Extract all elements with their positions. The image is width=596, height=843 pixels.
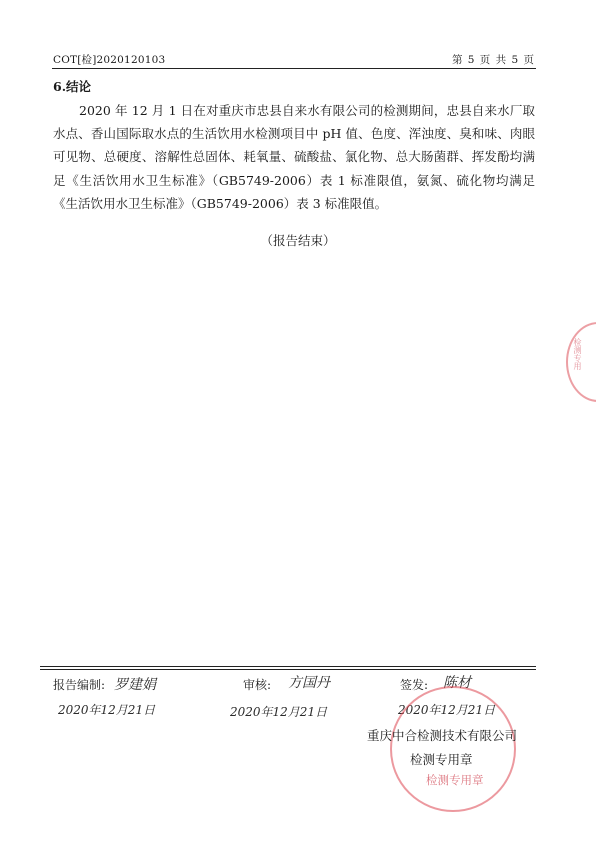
reviewer-signature: 方国丹 xyxy=(288,675,330,691)
approver-date: 2020年12月21日 xyxy=(398,703,496,717)
page-indicator: 第 5 页 共 5 页 xyxy=(451,54,534,66)
issuer-seal-text: 检测专用章 xyxy=(410,752,473,767)
report-number: COT[检]2020120103 xyxy=(53,54,166,66)
conclusion-paragraph: 2020 年 12 月 1 日在对重庆市忠县自来水有限公司的检测期间，忠县自来水厂取水点、香山国际取水点的生活饮用水检测项目中 pH 值、色度、浑浊度、臭和味、肉眼可见物、总硬度、溶解性总固体、耗氧量、硫酸盐、氯化物、总大肠菌群、挥发酚均满足《生活饮用水卫生标准》（GB5749-2006）表 1 标准限值，氨氮、硫化物均满足《生活饮用水卫生标准》（GB5749-2006）表 3 标准限值。 xyxy=(53,103,535,211)
compiler-signature: 罗建娟 xyxy=(114,677,156,693)
approver-label: 签发: xyxy=(400,678,429,692)
approver-signature: 陈材 xyxy=(443,675,471,691)
company-seal-stamp xyxy=(390,686,516,812)
section-title: 6.结论 xyxy=(53,79,92,94)
reviewer-label: 审核: xyxy=(243,678,272,692)
edge-seal-text: 检测专用 xyxy=(573,338,582,370)
report-end-note: （报告结束） xyxy=(260,233,336,248)
compiler-date: 2020年12月21日 xyxy=(58,703,156,717)
footer-divider-bottom xyxy=(40,669,536,670)
header-divider xyxy=(52,68,536,69)
compiler-label: 报告编制: xyxy=(53,678,106,692)
footer-divider-top xyxy=(40,666,536,667)
seal-stamp-label: 检测专用章 xyxy=(426,773,484,787)
issuer-company: 重庆中合检测技术有限公司 xyxy=(367,728,518,743)
reviewer-date: 2020年12月21日 xyxy=(230,705,328,719)
